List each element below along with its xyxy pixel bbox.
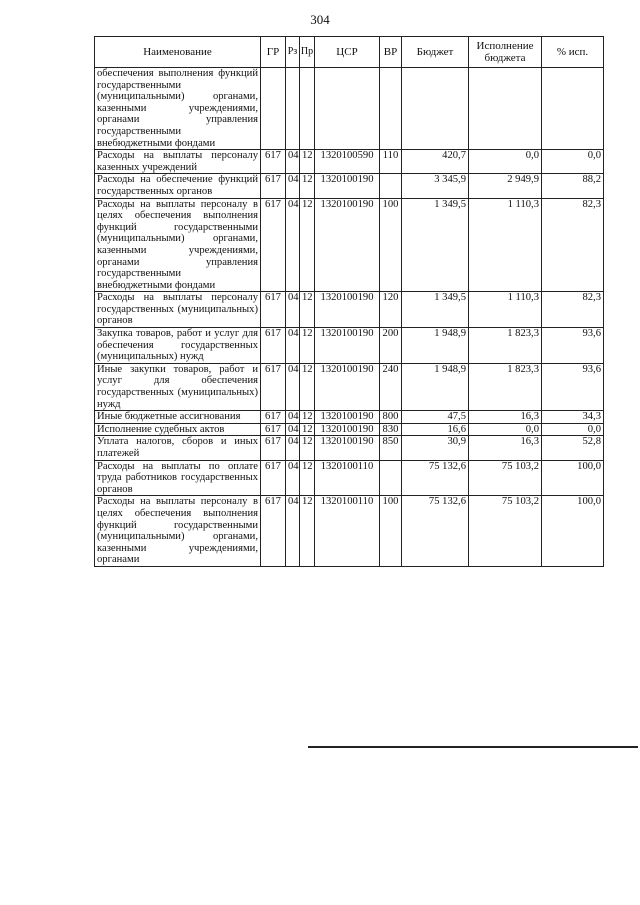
row-name: Расходы на выплаты персоналу казенных учреждений — [95, 150, 261, 174]
row-rz: 04 — [286, 328, 300, 364]
row-csr: 1320100110 — [315, 496, 380, 567]
row-pr: 12 — [300, 292, 315, 328]
row-execution: 1 823,3 — [469, 363, 542, 410]
row-execution: 2 949,9 — [469, 174, 542, 198]
page-number: 304 — [310, 12, 330, 27]
row-percent: 100,0 — [542, 460, 604, 496]
row-execution: 75 103,2 — [469, 496, 542, 567]
row-csr: 1320100590 — [315, 150, 380, 174]
row-csr — [315, 68, 380, 150]
row-rz: 04 — [286, 363, 300, 410]
row-percent: 100,0 — [542, 496, 604, 567]
row-vr: 800 — [380, 411, 402, 424]
header-execution: Исполнение бюджета — [469, 37, 542, 68]
row-execution: 0,0 — [469, 423, 542, 436]
row-gr: 617 — [261, 411, 286, 424]
row-gr: 617 — [261, 436, 286, 460]
table-row — [95, 460, 604, 496]
table-row — [95, 411, 604, 424]
row-csr: 1320100190 — [315, 436, 380, 460]
row-percent — [542, 68, 604, 150]
row-percent: 82,3 — [542, 198, 604, 292]
row-gr: 617 — [261, 423, 286, 436]
row-rz: 04 — [286, 198, 300, 292]
row-pr: 12 — [300, 198, 315, 292]
header-rz: Рз — [286, 37, 300, 68]
row-execution: 0,0 — [469, 150, 542, 174]
row-percent: 93,6 — [542, 363, 604, 410]
row-budget: 47,5 — [402, 411, 469, 424]
row-vr: 830 — [380, 423, 402, 436]
row-csr: 1320100190 — [315, 363, 380, 410]
row-rz: 04 — [286, 411, 300, 424]
row-percent: 34,3 — [542, 411, 604, 424]
row-pr: 12 — [300, 436, 315, 460]
row-rz: 04 — [286, 496, 300, 567]
row-percent: 93,6 — [542, 328, 604, 364]
row-execution: 75 103,2 — [469, 460, 542, 496]
row-budget: 1 349,5 — [402, 198, 469, 292]
row-name: Расходы на обеспечение функций государственных органов — [95, 174, 261, 198]
row-gr: 617 — [261, 328, 286, 364]
row-vr: 240 — [380, 363, 402, 410]
row-name: Расходы на выплаты персоналу в целях обеспечения выполнения функций государственными (муниципальными) органами, казенными учреждениями, органами — [95, 496, 261, 567]
row-vr: 100 — [380, 496, 402, 567]
row-vr: 110 — [380, 150, 402, 174]
row-budget — [402, 68, 469, 150]
table-row — [95, 174, 604, 198]
row-name: Расходы на выплаты персоналу государственных (муниципальных) органов — [95, 292, 261, 328]
row-percent: 88,2 — [542, 174, 604, 198]
row-rz: 04 — [286, 423, 300, 436]
row-rz: 04 — [286, 436, 300, 460]
table-row — [95, 363, 604, 410]
row-name: Закупка товаров, работ и услуг для обеспечения государственных (муниципальных) нужд — [95, 328, 261, 364]
row-budget: 16,6 — [402, 423, 469, 436]
table-row — [95, 436, 604, 460]
header-csr: ЦСР — [315, 37, 380, 68]
row-gr — [261, 68, 286, 150]
row-csr: 1320100190 — [315, 411, 380, 424]
header-percent: % исп. — [542, 37, 604, 68]
row-rz: 04 — [286, 150, 300, 174]
header-name: Наименование — [95, 37, 261, 68]
row-pr: 12 — [300, 460, 315, 496]
row-percent: 0,0 — [542, 423, 604, 436]
table-row — [95, 68, 604, 150]
row-pr — [300, 68, 315, 150]
row-percent: 52,8 — [542, 436, 604, 460]
row-vr: 100 — [380, 198, 402, 292]
table-row — [95, 150, 604, 174]
row-gr: 617 — [261, 292, 286, 328]
row-vr — [380, 68, 402, 150]
table-row — [95, 198, 604, 292]
row-pr: 12 — [300, 174, 315, 198]
table-row — [95, 292, 604, 328]
header-gr: ГР — [261, 37, 286, 68]
row-percent: 82,3 — [542, 292, 604, 328]
row-name: Иные бюджетные ассигнования — [95, 411, 261, 424]
row-gr: 617 — [261, 174, 286, 198]
header-vr: ВР — [380, 37, 402, 68]
row-budget: 1 948,9 — [402, 328, 469, 364]
header-budget: Бюджет — [402, 37, 469, 68]
row-vr: 850 — [380, 436, 402, 460]
row-name: Иные закупки товаров, работ и услуг для обеспечения государственных (муниципальных) нужд — [95, 363, 261, 410]
row-csr: 1320100190 — [315, 423, 380, 436]
footer-rule — [308, 746, 638, 748]
row-vr: 200 — [380, 328, 402, 364]
table-header-row — [95, 37, 604, 68]
row-execution: 16,3 — [469, 411, 542, 424]
row-budget: 30,9 — [402, 436, 469, 460]
row-execution: 1 110,3 — [469, 198, 542, 292]
row-name: обеспечения выполнения функций государственными (муниципальными) органами, казенными учреждениями, органами управления государственными внебюджетными фондами — [95, 68, 261, 150]
row-csr: 1320100190 — [315, 292, 380, 328]
row-budget: 420,7 — [402, 150, 469, 174]
row-execution: 1 110,3 — [469, 292, 542, 328]
row-budget: 3 345,9 — [402, 174, 469, 198]
row-csr: 1320100110 — [315, 460, 380, 496]
row-pr: 12 — [300, 423, 315, 436]
row-budget: 1 948,9 — [402, 363, 469, 410]
row-pr: 12 — [300, 411, 315, 424]
row-execution — [469, 68, 542, 150]
row-budget: 1 349,5 — [402, 292, 469, 328]
row-vr: 120 — [380, 292, 402, 328]
row-rz: 04 — [286, 460, 300, 496]
row-vr — [380, 174, 402, 198]
row-name: Исполнение судебных актов — [95, 423, 261, 436]
row-budget: 75 132,6 — [402, 496, 469, 567]
row-rz: 04 — [286, 174, 300, 198]
row-gr: 617 — [261, 198, 286, 292]
row-percent: 0,0 — [542, 150, 604, 174]
budget-table — [94, 36, 604, 567]
row-gr: 617 — [261, 496, 286, 567]
row-csr: 1320100190 — [315, 198, 380, 292]
row-execution: 1 823,3 — [469, 328, 542, 364]
row-csr: 1320100190 — [315, 174, 380, 198]
row-name: Расходы на выплаты по оплате труда работников государственных органов — [95, 460, 261, 496]
table-row — [95, 423, 604, 436]
row-rz — [286, 68, 300, 150]
row-budget: 75 132,6 — [402, 460, 469, 496]
row-csr: 1320100190 — [315, 328, 380, 364]
row-pr: 12 — [300, 363, 315, 410]
row-rz: 04 — [286, 292, 300, 328]
row-gr: 617 — [261, 460, 286, 496]
row-vr — [380, 460, 402, 496]
row-execution: 16,3 — [469, 436, 542, 460]
row-pr: 12 — [300, 496, 315, 567]
row-name: Расходы на выплаты персоналу в целях обеспечения выполнения функций государственными (муниципальными) органами, казенными учреждениями, органами управления государственными внебюджетными фондами — [95, 198, 261, 292]
table-row — [95, 328, 604, 364]
row-pr: 12 — [300, 328, 315, 364]
table-row — [95, 496, 604, 567]
row-name: Уплата налогов, сборов и иных платежей — [95, 436, 261, 460]
row-pr: 12 — [300, 150, 315, 174]
header-pr: Пр — [300, 37, 315, 68]
row-gr: 617 — [261, 150, 286, 174]
row-gr: 617 — [261, 363, 286, 410]
